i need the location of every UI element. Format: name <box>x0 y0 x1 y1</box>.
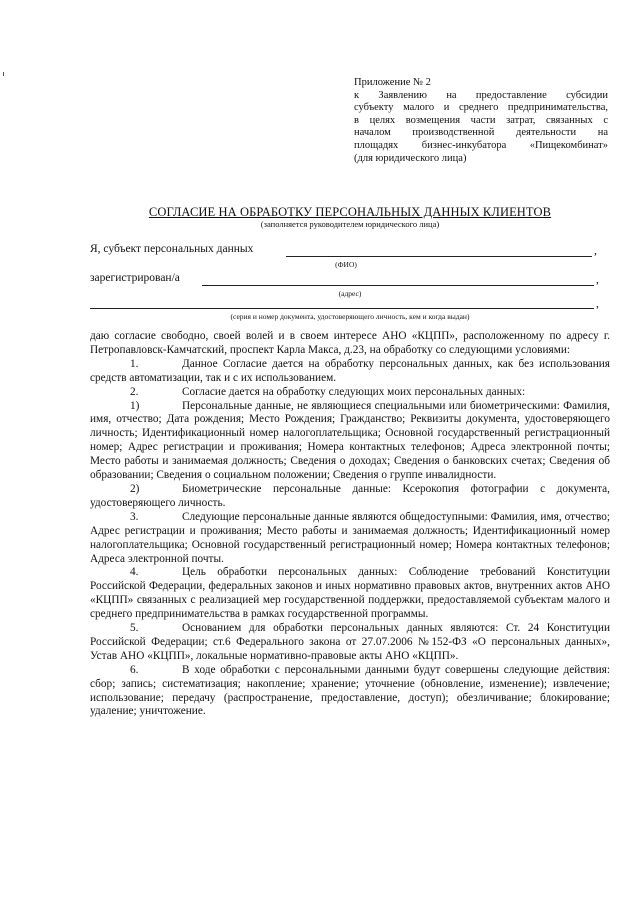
address-caption: (адрес) <box>338 289 362 298</box>
clause-text: Следующие персональные данные являются общедоступными: Фамилия, имя, отчество; Адрес регистрации и проживания; Место работы и занимаемая должность; Идентификационный номер налогоплательщика; Основной государственный регистрационный номер; Номера контактных телефонов; Адреса электронной почты. <box>90 510 610 565</box>
clause <box>90 566 610 622</box>
clause <box>90 511 610 567</box>
appendix-line: к Заявлению на предоставление субсидии <box>354 89 608 101</box>
clause-number: 1) <box>130 399 140 412</box>
clause <box>90 664 610 720</box>
comma: , <box>596 298 599 310</box>
subject-line[interactable] <box>286 256 592 257</box>
clause-text: Согласие дается на обработку следующих моих персональных данных: <box>182 385 526 398</box>
comma: , <box>594 245 597 257</box>
clause-number: 2. <box>130 385 139 398</box>
clause-text: Персональные данные, не являющиеся специальными или биометрическими: Фамилия, имя, отчество; Дата рождения; Место Рождения; Гражданство; Реквизиты документа, удостоверяющего личность; Идентификационный номер налогоплательщика; Основной государственный регистрационный номер; Адрес регистрации и проживания; Номера контактных телефонов; Адреса электронной почты; Место работы и занимаемая должность; Сведения о доходах; Сведения о банковских счетах; Сведения об образовании; Сведения о социальном положении; Сведения о группе инвалидности. <box>90 399 610 482</box>
document-line[interactable] <box>90 308 594 309</box>
clause <box>90 400 610 483</box>
clause <box>90 386 610 400</box>
document-caption: (серия и номер документа, удостоверяющего личность, кем и когда выдан) <box>230 312 470 321</box>
subject-label: Я, субъект персональных данных <box>90 243 254 255</box>
clause-number: 4. <box>130 566 139 579</box>
clause-text: Биометрические персональные данные: Ксерокопия фотографии с документа, удостоверяющего личность. <box>90 482 610 509</box>
clause-text: Цель обработки персональных данных: Соблюдение требований Конституции Российской Федерации, федеральных законов и иных нормативно правовых актов, внутренних актов АНО «КЦПП» связанных с реализацией мер государственной поддержки, предоставляемой субъектам малого и среднего предпринимательства в рамках государственной программы. <box>90 566 610 621</box>
appendix-line: Приложение № 2 <box>354 77 431 88</box>
clause-number: 5. <box>130 622 139 635</box>
intro-paragraph: даю согласие свободно, своей волей и в своем интересе АНО «КЦПП», расположенному по адресу г. Петропавловск-Камчатский, проспект Карла Макса, д.23, на обработку со следующими условиями: <box>90 330 610 356</box>
appendix-line: в целях возмещения части затрат, связанных с <box>354 114 608 126</box>
clause <box>90 358 610 386</box>
registered-line[interactable] <box>202 285 594 286</box>
consent-body <box>90 330 610 719</box>
clause-number: 6. <box>130 663 139 676</box>
clause <box>90 483 610 511</box>
appendix-line: (для юридического лица) <box>354 152 467 164</box>
title-note: (заполняется руководителем юридического лица) <box>260 219 440 229</box>
registered-label: зарегистрирован/а <box>90 272 180 284</box>
clause-number: 2) <box>130 482 140 495</box>
comma: , <box>596 274 599 286</box>
document-title: СОГЛАСИЕ НА ОБРАБОТКУ ПЕРСОНАЛЬНЫХ ДАННЫХ КЛИЕНТОВ <box>148 205 552 219</box>
clause-text: Данное Согласие дается на обработку персональных данных, как без использования средств автоматизации, так и с их использованием. <box>90 357 610 384</box>
fio-caption: (ФИО) <box>335 260 357 269</box>
clause <box>90 622 610 664</box>
clause-text: Основанием для обработки персональных данных являются: Ст. 24 Конституции Российской Федерации; ст.6 Федерального закона от 27.07.2006 №152-ФЗ «О персональных данных», Устав АНО «КЦПП», локальные нормативно-правовые акты АНО «КЦПП». <box>90 622 610 662</box>
appendix-line: площадях бизнес-инкубатора «Пищекомбинат» <box>354 139 608 151</box>
appendix-header <box>354 77 608 165</box>
clause-text: В ходе обработки с персональными данными будут совершены следующие действия: сбор; запись; систематизация; накопление; хранение; уточнение (обновление, изменение); извлечение; использование; передачу (распространение, предоставление, доступ); обезличивание; блокирование; удаление; уничтожение. <box>90 663 610 718</box>
clause-number: 1. <box>130 357 139 370</box>
appendix-line: началом производственной деятельности на <box>354 127 608 139</box>
clause-number: 3. <box>130 510 139 523</box>
scan-mark <box>3 72 4 76</box>
appendix-line: субъекту малого и среднего предпринимательства, <box>354 102 608 114</box>
